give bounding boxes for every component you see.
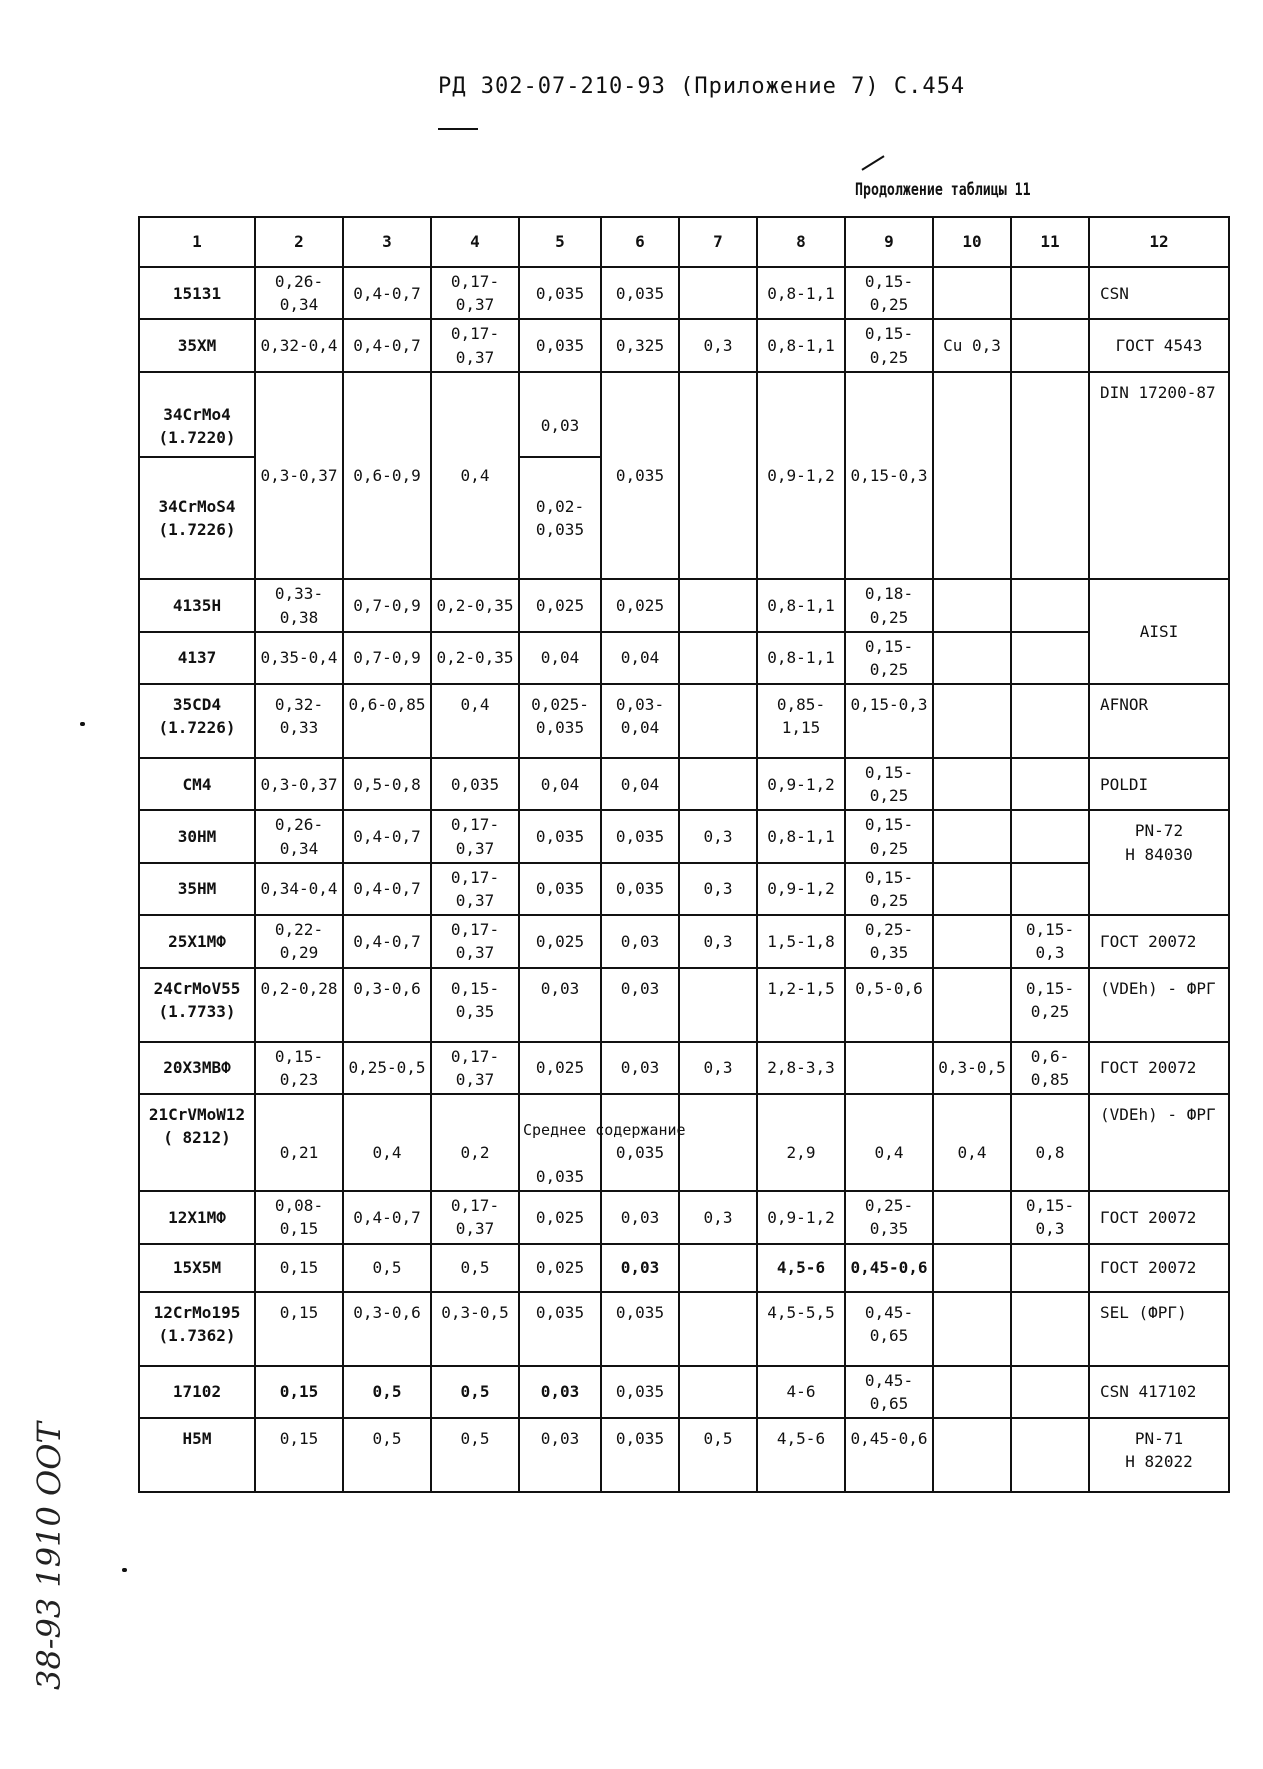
table-cell: 0,035: [601, 267, 679, 319]
table-row: [139, 1366, 1229, 1418]
table-cell: 0,6-0,9: [343, 372, 431, 580]
table-cell: 0,3: [679, 863, 757, 915]
table-row: [139, 632, 1229, 684]
steel-composition-table: [138, 216, 1230, 1493]
col-header: 7: [679, 217, 757, 267]
table-row: [139, 1191, 1229, 1243]
table-cell: [519, 1094, 686, 1191]
table-cell: 0,15-0,35: [431, 968, 519, 1042]
table-cell: 0,035: [601, 810, 679, 862]
table-cell: 0,035: [519, 810, 601, 862]
table-cell: 0,3-0,37: [255, 372, 343, 580]
table-cell: 0,3: [679, 1042, 757, 1094]
standard-cell: AFNOR: [1089, 684, 1229, 758]
table-cell: 0,025: [519, 579, 601, 631]
table-cell: 0,4-0,7: [343, 319, 431, 371]
table-cell: 0,15-0,3: [845, 684, 933, 758]
table-cell: [933, 372, 1011, 580]
grade-cell-split: [139, 372, 255, 580]
table-cell: [679, 579, 757, 631]
col-header: 12: [1089, 217, 1229, 267]
grade-cell: 25Х1МФ: [139, 915, 255, 967]
table-cell: 0,035: [601, 1094, 679, 1191]
standard-cell: ГОСТ 4543: [1089, 319, 1229, 371]
standard-cell: POLDI: [1089, 758, 1229, 810]
table-cell: 0,8-1,1: [757, 319, 845, 371]
table-cell: 0,25-0,5: [343, 1042, 431, 1094]
table-cell: 0,25-0,35: [845, 1191, 933, 1243]
table-cell: 0,25-0,35: [845, 915, 933, 967]
table-cell: 0,85-1,15: [757, 684, 845, 758]
table-cell-value: 0,035: [535, 1167, 585, 1187]
col-header: 3: [343, 217, 431, 267]
table-cell: [845, 1042, 933, 1094]
table-cell: 1,5-1,8: [757, 915, 845, 967]
table-cell: 0,025: [519, 1042, 601, 1094]
table-cell: 0,9-1,2: [757, 758, 845, 810]
cell-bottom: 0,02- 0,035: [535, 496, 585, 540]
table-cell: [933, 579, 1011, 631]
table-cell: 0,17-0,37: [431, 863, 519, 915]
table-cell: [1011, 1244, 1089, 1292]
table-cell: 4,5-5,5: [757, 1292, 845, 1366]
table-cell: 0,03: [519, 1418, 601, 1492]
table-cell: [1011, 267, 1089, 319]
table-cell: 0,025: [519, 915, 601, 967]
table-cell: 0,15: [255, 1366, 343, 1418]
standard-cell: CSN: [1089, 267, 1229, 319]
table-cell: 0,03: [519, 968, 601, 1042]
table-cell: [1011, 1292, 1089, 1366]
table-cell: [933, 1244, 1011, 1292]
table-cell: 0,32-0,33: [255, 684, 343, 758]
table-cell: 0,08-0,15: [255, 1191, 343, 1243]
col-header: 9: [845, 217, 933, 267]
table-cell: [933, 1366, 1011, 1418]
table-cell: 0,035: [601, 1292, 679, 1366]
table-cell: 0,5: [679, 1418, 757, 1492]
table-cell: 0,4-0,7: [343, 1191, 431, 1243]
table-cell: [679, 758, 757, 810]
grade-top: 34CrMo4 (1.7220): [140, 396, 254, 458]
col-header: 2: [255, 217, 343, 267]
grade-cell: 35CD4 (1.7226): [139, 684, 255, 758]
standard-cell: CSN 417102: [1089, 1366, 1229, 1418]
table-row: [139, 968, 1229, 1042]
table-cell: 0,15-0,3: [1011, 915, 1089, 967]
table-row: [139, 1244, 1229, 1292]
table-cell: 0,9-1,2: [757, 863, 845, 915]
grade-cell: 24CrMoV55 (1.7733): [139, 968, 255, 1042]
table-cell: 0,3-0,5: [933, 1042, 1011, 1094]
table-cell: 0,035: [601, 1418, 679, 1492]
table-cell: 0,21: [255, 1094, 343, 1191]
grade-cell: 12Х1МФ: [139, 1191, 255, 1243]
table-cell: 0,3-0,6: [343, 968, 431, 1042]
table-cell: [1011, 1418, 1089, 1492]
standard-cell: (VDEh) - ФРГ: [1089, 968, 1229, 1042]
grade-cell: 12CrMo195 (1.7362): [139, 1292, 255, 1366]
table-cell: 0,03- 0,04: [601, 684, 679, 758]
table-cell: 0,03: [601, 915, 679, 967]
table-cell: 0,03: [601, 1244, 679, 1292]
standard-cell: ГОСТ 20072: [1089, 1042, 1229, 1094]
table-cell: [1011, 758, 1089, 810]
grade-cell: H5M: [139, 1418, 255, 1492]
table-cell: 0,15-0,23: [255, 1042, 343, 1094]
table-cell: [933, 758, 1011, 810]
table-cell: 0,8-1,1: [757, 267, 845, 319]
table-row: [139, 863, 1229, 915]
table-cell-split: [519, 372, 601, 580]
table-cell: 0,17-0,37: [431, 319, 519, 371]
table-cell: [1011, 579, 1089, 631]
cell-top: 0,03: [520, 396, 600, 458]
standard-cell: ГОСТ 20072: [1089, 1244, 1229, 1292]
table-caption: Продолжение таблицы 11: [855, 180, 1031, 200]
table-cell: 0,4: [845, 1094, 933, 1191]
header-rule: [438, 128, 478, 130]
grade-cell: 35HM: [139, 863, 255, 915]
table-cell: [933, 1418, 1011, 1492]
table-cell: 0,9-1,2: [757, 372, 845, 580]
table-cell: [679, 267, 757, 319]
table-cell: 0,04: [601, 632, 679, 684]
standard-cell: ГОСТ 20072: [1089, 915, 1229, 967]
table-cell: 0,3: [679, 915, 757, 967]
table-cell: 0,03: [601, 1042, 679, 1094]
table-cell: [679, 632, 757, 684]
table-cell: 0,35-0,4: [255, 632, 343, 684]
grade-cell: CM4: [139, 758, 255, 810]
table-cell: 0,5: [343, 1366, 431, 1418]
table-cell: 0,22-0,29: [255, 915, 343, 967]
table-cell: 0,15-0,25: [845, 758, 933, 810]
table-cell: [679, 372, 757, 580]
table-cell: 0,3: [679, 319, 757, 371]
table-cell: 0,3-0,37: [255, 758, 343, 810]
table-cell: 0,8-1,1: [757, 632, 845, 684]
table-cell: 0,8: [1011, 1094, 1089, 1191]
table-cell: 0,025- 0,035: [519, 684, 601, 758]
table-cell: 0,33-0,38: [255, 579, 343, 631]
table-cell: [679, 1292, 757, 1366]
table-cell: [933, 1191, 1011, 1243]
table-cell: 0,3: [679, 1191, 757, 1243]
table-cell: 0,025: [601, 579, 679, 631]
table-cell: 0,035: [519, 863, 601, 915]
table-cell: 0,15-0,3: [1011, 1191, 1089, 1243]
table-row: [139, 1042, 1229, 1094]
table-cell: 1,2-1,5: [757, 968, 845, 1042]
table-cell: 0,5: [343, 1418, 431, 1492]
table-cell: 0,03: [519, 1366, 601, 1418]
table-cell: 0,3-0,6: [343, 1292, 431, 1366]
table-cell: [679, 1366, 757, 1418]
table-cell: [1011, 319, 1089, 371]
table-cell: 0,45-0,65: [845, 1366, 933, 1418]
table-cell: 0,4-0,7: [343, 267, 431, 319]
table-row: [139, 810, 1229, 862]
grade-cell: 35ХМ: [139, 319, 255, 371]
table-cell: 0,5: [431, 1418, 519, 1492]
table-cell: 0,025: [519, 1244, 601, 1292]
table-cell: 0,8-1,1: [757, 579, 845, 631]
col-header: 1: [139, 217, 255, 267]
table-cell: 0,4: [343, 1094, 431, 1191]
table-cell: 0,04: [519, 758, 601, 810]
standard-cell: ГОСТ 20072: [1089, 1191, 1229, 1243]
table-cell: [933, 632, 1011, 684]
table-cell: [1011, 372, 1089, 580]
table-cell: 0,15: [255, 1292, 343, 1366]
table-cell: 2,8-3,3: [757, 1042, 845, 1094]
table-cell: 0,17-0,37: [431, 810, 519, 862]
table-cell: 0,035: [601, 372, 679, 580]
table-cell: 0,15-0,25: [845, 267, 933, 319]
table-cell: 2,9: [757, 1094, 845, 1191]
check-tick: [861, 155, 884, 170]
standard-cell: DIN 17200-87: [1089, 372, 1229, 580]
table-cell: 0,15- 0,25: [1011, 968, 1089, 1042]
table-cell: 0,9-1,2: [757, 1191, 845, 1243]
table-cell: [933, 810, 1011, 862]
grade-cell: 15131: [139, 267, 255, 319]
table-cell: 0,3: [679, 810, 757, 862]
standard-cell: PN-71 H 82022: [1089, 1418, 1229, 1492]
table-cell: 0,4: [431, 372, 519, 580]
table-row: [139, 1094, 1229, 1191]
table-row: [139, 758, 1229, 810]
table-cell: 0,04: [601, 758, 679, 810]
grade-cell: 4137: [139, 632, 255, 684]
table-cell: 0,5: [343, 1244, 431, 1292]
table-cell: [933, 267, 1011, 319]
table-row: [139, 1418, 1229, 1492]
table-cell: [679, 968, 757, 1042]
table-cell: 0,17-0,37: [431, 267, 519, 319]
table-cell: 0,15-0,25: [845, 810, 933, 862]
table-cell: [679, 684, 757, 758]
table-cell: 0,17-0,37: [431, 1042, 519, 1094]
table-cell: 0,5-0,6: [845, 968, 933, 1042]
table-cell: 0,18-0,25: [845, 579, 933, 631]
table-cell: 0,035: [519, 1292, 601, 1366]
grade-cell: 21CrVMoW12 ( 8212): [139, 1094, 255, 1191]
table-row: [139, 372, 1229, 580]
standard-cell: PN-72 H 84030: [1089, 810, 1229, 915]
table-cell: 0,4: [431, 684, 519, 758]
table-cell: 0,2-0,35: [431, 579, 519, 631]
table-cell: 0,03: [601, 1191, 679, 1243]
table-cell: [933, 863, 1011, 915]
grade-cell: 15Х5М: [139, 1244, 255, 1292]
header-row: [139, 217, 1229, 267]
table-row: [139, 915, 1229, 967]
table-cell: [933, 684, 1011, 758]
standard-cell: (VDEh) - ФРГ: [1089, 1094, 1229, 1191]
table-cell: [1011, 863, 1089, 915]
table-row: [139, 684, 1229, 758]
table-cell: 0,4-0,7: [343, 863, 431, 915]
table-cell: 0,2: [431, 1094, 519, 1191]
standard-cell: SEL (ФРГ): [1089, 1292, 1229, 1366]
table-cell: 0,4-0,7: [343, 810, 431, 862]
table-cell: 0,5: [431, 1366, 519, 1418]
col-header: 4: [431, 217, 519, 267]
table-row: [139, 579, 1229, 631]
table-cell: 0,6-0,85: [1011, 1042, 1089, 1094]
col-header: 11: [1011, 217, 1089, 267]
table-cell: 0,6-0,85: [343, 684, 431, 758]
grade-bottom: 34CrMoS4 (1.7226): [158, 496, 236, 540]
table-cell: 0,5-0,8: [343, 758, 431, 810]
table-cell: [679, 1244, 757, 1292]
table-cell: 0,17-0,37: [431, 915, 519, 967]
table-cell: 0,035: [519, 319, 601, 371]
table-cell: 0,3-0,5: [431, 1292, 519, 1366]
table-cell: [1011, 1366, 1089, 1418]
table-cell: [1011, 632, 1089, 684]
col-header: 6: [601, 217, 679, 267]
table-cell: 0,8-1,1: [757, 810, 845, 862]
table-cell: 0,45-0,6: [845, 1244, 933, 1292]
table-cell: 0,4-0,7: [343, 915, 431, 967]
table-cell: [933, 915, 1011, 967]
standard-cell: AISI: [1089, 579, 1229, 684]
table-cell: [933, 1292, 1011, 1366]
table-cell: 4,5-6: [757, 1244, 845, 1292]
table-cell: 0,035: [601, 863, 679, 915]
table-cell: 0,45-0,6: [845, 1418, 933, 1492]
table-cell: 0,04: [519, 632, 601, 684]
table-row: [139, 319, 1229, 371]
average-content-note: Среднее содержание: [523, 1121, 686, 1140]
table-cell: 0,035: [601, 1366, 679, 1418]
table-cell: 0,32-0,4: [255, 319, 343, 371]
handwritten-margin-note: 38-93 1910 ООТ: [30, 1422, 68, 1690]
table-cell: 0,03: [601, 968, 679, 1042]
col-header: 5: [519, 217, 601, 267]
table-cell: [933, 968, 1011, 1042]
table-cell: 0,025: [519, 1191, 601, 1243]
col-header: 10: [933, 217, 1011, 267]
grade-cell: 20Х3МВФ: [139, 1042, 255, 1094]
table-cell: 4-6: [757, 1366, 845, 1418]
table-cell: 0,34-0,4: [255, 863, 343, 915]
table-cell: 0,7-0,9: [343, 579, 431, 631]
table-cell: 0,15-0,25: [845, 863, 933, 915]
table-cell: 0,26-0,34: [255, 267, 343, 319]
page-header: РД 302-07-210-93 (Приложение 7) С.454: [438, 74, 966, 99]
table-cell: 0,15: [255, 1418, 343, 1492]
table-cell: 0,15-0,25: [845, 319, 933, 371]
table-cell: [1011, 810, 1089, 862]
table-cell: 0,035: [519, 267, 601, 319]
table-cell: 0,45-0,65: [845, 1292, 933, 1366]
table-cell: 0,26-0,34: [255, 810, 343, 862]
table-cell: 0,035: [431, 758, 519, 810]
grade-cell: 4135H: [139, 579, 255, 631]
table-cell: 0,15-0,25: [845, 632, 933, 684]
table-cell: Cu 0,3: [933, 319, 1011, 371]
table-cell: [1011, 684, 1089, 758]
grade-cell: 30HM: [139, 810, 255, 862]
col-header: 8: [757, 217, 845, 267]
table-cell: 0,325: [601, 319, 679, 371]
table-cell: 0,2-0,28: [255, 968, 343, 1042]
table-cell: 0,7-0,9: [343, 632, 431, 684]
table-cell: 0,15-0,3: [845, 372, 933, 580]
table-row: [139, 267, 1229, 319]
table-row: [139, 1292, 1229, 1366]
table-cell: 0,2-0,35: [431, 632, 519, 684]
table-cell: [679, 1094, 757, 1191]
grade-cell: 17102: [139, 1366, 255, 1418]
margin-dot: [80, 722, 85, 726]
margin-dot: [122, 1568, 127, 1572]
table-cell: 0,15: [255, 1244, 343, 1292]
table-cell: 0,4: [933, 1094, 1011, 1191]
table-cell: 4,5-6: [757, 1418, 845, 1492]
table-cell: 0,5: [431, 1244, 519, 1292]
table-cell: 0,17-0,37: [431, 1191, 519, 1243]
